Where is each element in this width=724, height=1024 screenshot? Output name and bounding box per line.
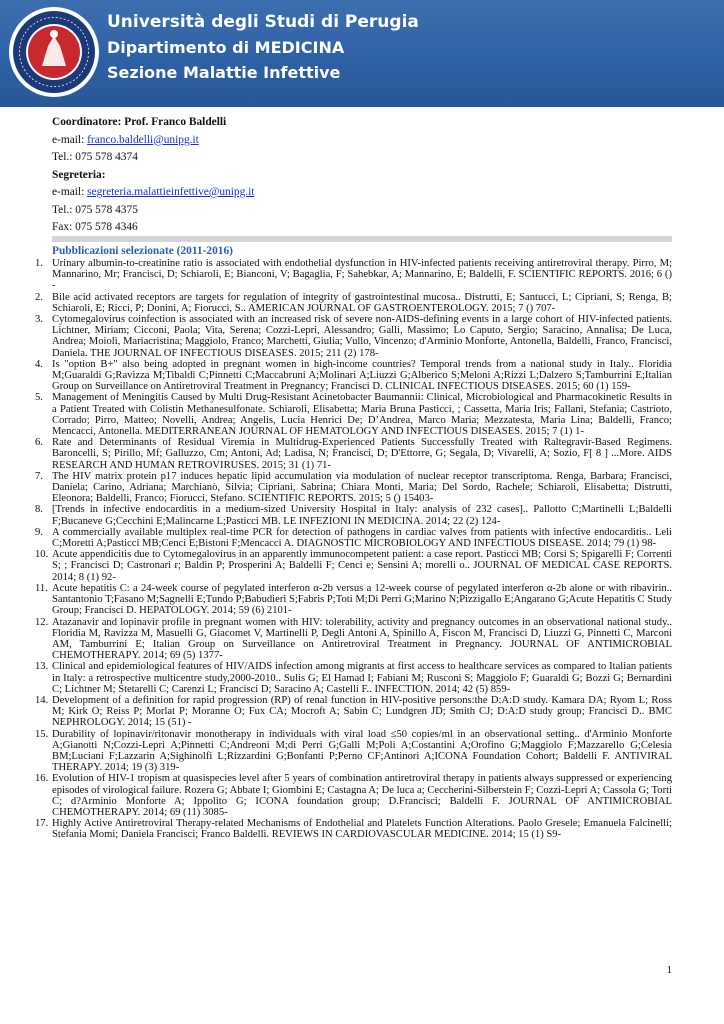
section-divider	[52, 236, 672, 242]
publication-number: 16.	[35, 773, 49, 785]
secretariat-label: Segreteria:	[52, 168, 106, 181]
publication-item	[35, 258, 672, 292]
publication-number: 14.	[35, 694, 49, 706]
publication-text: Acute appendicitis due to Cytomegalovirus in an apparently immunocompetent patient: a case report. Pasticci MB; Corsi S; Spigarelli F; Correnti S; ; Francisci D; Castronari r; Baldin P; Prosperini A; Baldelli F; Cenci e; Sensini A; morelli o.. JOURNAL OF MEDICAL CASE REPORTS. 2014; 8 (1) 92-	[52, 549, 672, 583]
publication-text: Urinary albumin-to-creatinine ratio is associated with endothelial dysfunction in HIV-infected patients receiving antiretroviral therapy. Pirro, M; Mannarino, Mr; Francisci, D; Schiaroli, E; Bianconi, V; Bagaglia, F; Sahebkar, A; Mannarino, E; Baldelli, F. SCIENTIFIC REPORTS. 2016; 6 () -	[52, 258, 672, 292]
publication-text: Is "option B+" also being adopted in pregnant women in high-income countries? Temporal trends from a national study in Italy.. Floridia M;Guaraldi G;Ravizza M;Tibaldi C;Pinnetti C;Maccabruni A;Molinari A;Liuzzi G;Alberico S;Meloni A;Rizzi L;Dalzero S;Tamburrini E;Italian Group on Surveillance on Antiretroviral Treatment in Pregnancy; Francisci D. CLINICAL INFECTIOUS DISEASES. 2015; 60 (1) 159-	[52, 358, 672, 393]
publication-number: 1.	[35, 258, 43, 269]
secretariat-tel: Tel.: 075 578 4375	[52, 203, 138, 216]
publication-item	[35, 292, 672, 314]
publication-number: 9.	[35, 526, 43, 538]
publication-text: Atazanavir and lopinavir profile in pregnant women with HIV: tolerability, activity and pregnancy outcomes in an observational national study.. Floridia M, Ravizza M, Masuelli G, Giacomet V, Martinelli P, Degli Antoni A, Spinillo A, Fiscon M, Francisci D, Liuzzi G, Pinnetti C, Marconi AM, Tamburrini E; Italian Group on Surveillance on Antiretroviral Treatment in Pregnancy. JOURNAL OF ANTIMICROBIAL CHEMOTHERAPY. 2014; 69 (5) 1377-	[52, 616, 672, 662]
publication-text: Acute hepatitis C: a 24-week course of pegylated interferon α-2b versus a 12-week course of pegylated interferon α-2b alone or with ribavirin.. Santantonio T;Fasano M;Sagnelli E;Tundo P;Babudieri S;Fabris P;Toti M;Di Perri G;Marino N;Pizzigallo E;Angarano G;Acute Hepatitis C Study Group; Francisci D. HEPATOLOGY. 2014; 59 (6) 2101-	[52, 582, 672, 617]
secretariat-fax: Fax: 075 578 4346	[52, 221, 138, 233]
publication-text: Highly Active Antiretroviral Therapy-related Mechanisms of Endothelial and Platelets Function Alterations. Paolo Gresele; Emanuela Falcinelli; Stefania Momi; Daniela Francisci; Franco Baldelli. REVIEWS IN CARDIOVASCULAR MEDICINE. 2014; 15 (1) S9-	[52, 818, 672, 841]
publication-text: The HIV matrix protein p17 induces hepatic lipid accumulation via modulation of nuclear receptor transcriptoma. Renga, Barbara; Francisci, Daniela; Carino, Adriana; Marchianò, Silvia; Cipriani, Sabrina; Chiara Monti, Maria; Del Sordo, Rachele; Schiaroli, Elisabetta; Distrutti, Eleonora; Baldelli, Franco; Fiorucci, Stefano. SCIENTIFIC REPORTS. 2015; 5 () 15403-	[52, 470, 672, 505]
publication-item	[35, 729, 672, 774]
publication-number: 13.	[35, 661, 49, 673]
department-name: Dipartimento di MEDICINA	[107, 38, 345, 57]
coordinator-label: Coordinatore: Prof. Franco Baldelli	[52, 116, 227, 128]
publication-number: 2.	[35, 291, 43, 303]
header-banner	[0, 0, 724, 107]
publication-item	[35, 661, 672, 695]
publication-item	[35, 583, 672, 617]
publication-number: 15.	[35, 728, 49, 740]
coordinator-email-link[interactable]: franco.baldelli@unipg.it	[87, 133, 199, 146]
publication-text: Management of Meningitis Caused by Multi Drug-Resistant Acinetobacter Baumannii: Clinical, Microbiological and Pharmacokinetic Results in a Patient Treated with Colistin Methanesulfonate. Schiaroli, Elisabetta; Maria Bruna Pasticci, ; Cassetta, Maria Iris; Fallani, Stefania; Castrioto, Corrado; Pirro, Matteo; Novelli, Andrea; Angelis, Lucia Henrici De; D’Andrea, Marco Maria; Mezzatesta, Maria Lina; Baldelli, Franco; Mencacci, Antonella. MEDITERRANEAN JOURNAL OF HEMATOLOGY AND INFECTIOUS DISEASES. 2015; 7 (1) 1-	[52, 392, 672, 438]
page-number: 1	[666, 965, 672, 976]
publication-text: [Trends in infective endocarditis in a medium-sized University Hospital in Italy: analysis of 232 cases].. Pallotto C;Martinelli L;Baldelli F;Bucaneve G;Cecchini E;Malincarne L;Pasticci MB. LE INFEZIONI IN MEDICINA. 2014; 22 (2) 124-	[52, 504, 672, 527]
publication-item	[35, 773, 672, 818]
publication-item	[35, 695, 672, 729]
coordinator-email-line	[52, 132, 254, 150]
publication-text: Rate and Determinants of Residual Viremia in Multidrug-Experienced Patients Successfully Treated with Raltegravir-Based Regimens. Baroncelli, S; Pirillo, Mf; Galluzzo, Cm; Antoni, Ad; Ladisa, N; Francisci, D; D'Ettorre, G; Segala, D; Vivarelli, A; Sozio, F[ 8 ] ...More. AIDS RESEARCH AND HUMAN RETROVIRUSES. 2015; 31 (1) 71-	[52, 437, 672, 471]
publication-text: Development of a definition for rapid progression (RP) of renal function in HIV-positive persons:the D:A:D study. Kamara DA; Ryom L; Ross M; Kirk O; Reiss P; Morlat P; Moranne O; Fux CA; Mocroft A; Sabin C; Lundgren JD; Smith CJ; D:A:D study group; Francisci D.. BMC NEPHROLOGY. 2014; 15 (51) -	[52, 694, 672, 729]
publication-number: 12.	[35, 616, 49, 628]
publications-list	[35, 258, 672, 841]
publication-number: 17.	[35, 818, 49, 830]
coordinator-tel: Tel.: 075 578 4374	[52, 151, 138, 163]
publication-number: 7.	[35, 470, 43, 482]
publication-number: 11.	[35, 582, 48, 594]
secretariat-email-line	[52, 184, 254, 202]
coordinator-email-label: e-mail:	[52, 133, 88, 146]
university-name: Università degli Studi di Perugia	[107, 12, 419, 32]
section-name: Sezione Malattie Infettive	[107, 63, 341, 82]
publication-number: 8.	[35, 504, 43, 516]
publication-number: 10.	[35, 549, 49, 561]
university-seal-icon	[8, 6, 100, 98]
publication-text: Bile acid activated receptors are targets for regulation of integrity of gastrointestinal mucosa.. Distrutti, E; Santucci, L; Cipriani, S; Renga, B; Schiaroli, E; Ricci, P; Donini, A; Fiorucci, S.. AMERICAN JOURNAL OF GASTROENTEROLOGY. 2015; 7 () 707-	[52, 291, 672, 314]
publication-text: A commercially available multiplex real-time PCR for detection of pathogens in cardiac valves from patients with infective endocarditis.. Leli C;Moretti A;Pasticci MB;Cenci E;Bistoni F;Mencacci A. DIAGNOSTIC MICROBIOLOGY AND INFECTIOUS DISEASE. 2014; 79 (1) 98-	[52, 526, 672, 550]
publication-text: Clinical and epidemiological features of HIV/AIDS infection among migrants at first access to healthcare services as compared to Italian patients in Italy: a retrospective multicentre study,2000-2010.. Sulis G; El Hamad I; Fabiani M; Rusconi S; Maggiolo F; Guaraldi G; Bozzi G; Bernardini C; Lichtner M; Stetarelli C; Carenzi L; Francisci D; Saracino A; Castelli F.. INFECTION. 2014; 42 (5) 859-	[52, 661, 672, 695]
publication-text: Evolution of HIV-1 tropism at quasispecies level after 5 years of combination antiretroviral therapy in patients always suppressed or experiencing episodes of virological failure. Rozera G; Abbate I; Giombini E; Castagna A; De luca a; Ceccherini-Silberstein F; Cozzi-Lepri A; Cassola G; Torti C; d?Arminio Monforte A; Ippolito G; ICONA foundation group; D.Francisci; Baldelli F. JOURNAL OF ANTIMICROBIAL CHEMOTHERAPY. 2014; 69 (11) 3085-	[52, 773, 672, 818]
publication-text: Cytomegalovirus coinfection is associated with an increased risk of severe non-AIDS-defining events in a large cohort of HIV-infected patients. Lichtner, Miriam; Cicconi, Paola; Vita, Serena; Cozzi-Lepri, Alessandro; Galli, Massimo; Lo Caputo, Sergio; Saracino, Annalisa; De Luca, Andrea; Moioli, Mariacristina; Maggiolo, Franco; Marchetti, Giulia; Vullo, Vincenzo; d'Arminio Monforte, Antonella, Baldelli, Franco, Francisci, Daniela. THE JOURNAL OF INFECTIOUS DISEASES. 2015; 211 (2) 178-	[52, 314, 672, 359]
publication-item	[35, 437, 672, 471]
publication-number: 5.	[35, 392, 43, 404]
publication-item	[35, 392, 672, 437]
secretariat-email-label: e-mail:	[52, 186, 88, 198]
publication-item	[35, 504, 672, 526]
secretariat-email-link[interactable]: segreteria.malattieinfettive@unipg.it	[87, 186, 255, 198]
publication-item	[35, 818, 672, 840]
publication-item	[35, 359, 672, 393]
publication-item	[35, 549, 672, 583]
publication-item	[35, 314, 672, 359]
publication-item	[35, 617, 672, 662]
publication-text: Durability of lopinavir/ritonavir monotherapy in individuals with viral load ≤50 copies/ml in an observational setting.. d'Arminio Monforte A;Gianotti N;Cozzi-Lepri A;Pinnetti C;Andreoni M;di Perri G;Galli M;Poli A;Costantini A;Orofino G;Maggiolo F;Mazzarello G;Celesia BM;Luciani F;Lazzarin A;Sighinolfi L;Rizzardini G;Bonfanti P;Perno CF;Antinori A;ICONA Foundation Cohort; Baldelli F. ANTIVIRAL THERAPY. 2014; 19 (3) 319-	[52, 728, 672, 774]
contacts-block	[52, 114, 254, 237]
publication-number: 3.	[35, 314, 43, 326]
publication-number: 4.	[35, 358, 43, 370]
publication-item	[35, 471, 672, 505]
publication-item	[35, 527, 672, 549]
publications-title: Pubblicazioni selezionate (2011-2016)	[52, 245, 233, 257]
publication-number: 6.	[35, 437, 43, 449]
